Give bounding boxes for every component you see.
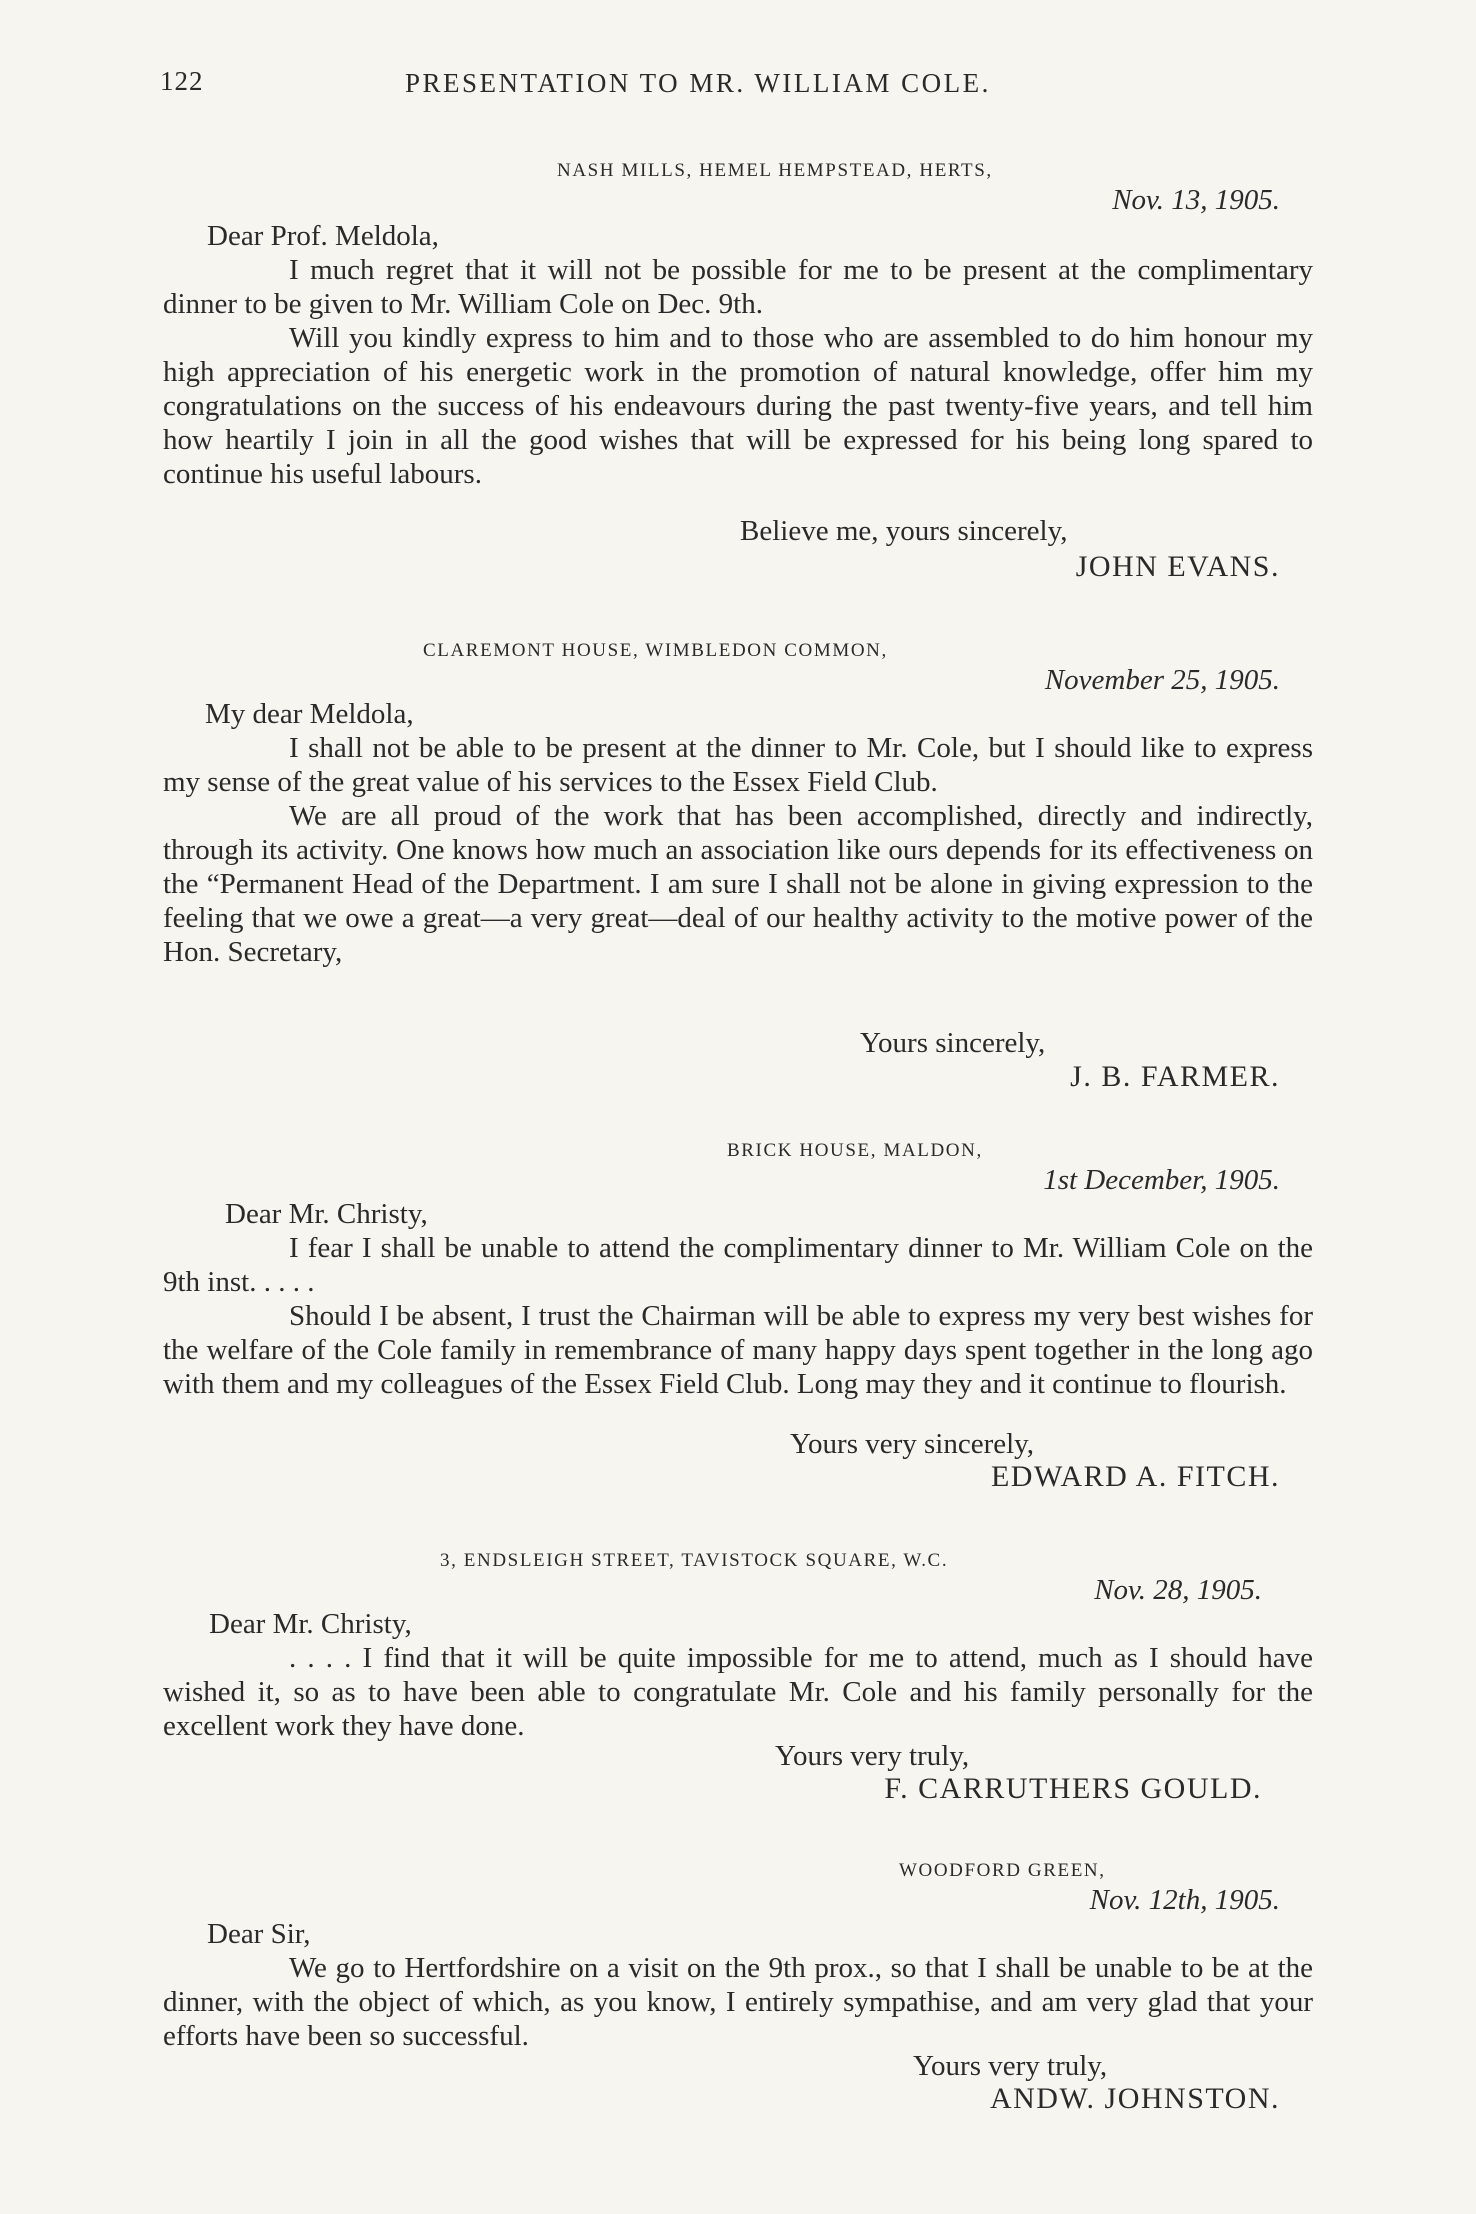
running-title: PRESENTATION TO MR. WILLIAM COLE. <box>405 68 991 98</box>
letter-4-body <box>163 1641 1313 1743</box>
letter-3-paragraph-1: I fear I shall be unable to attend the complimentary dinner to Mr. William Cole on the 9th inst. . . . . <box>163 1232 1313 1298</box>
letter-2-body <box>163 731 1313 969</box>
letter-5-paragraph-1: We go to Hertfordshire on a visit on the 9th prox., so that I shall be unable to be at the dinner, with the object of which, as you know, I entirely sympathise, and am very glad that your efforts have been so successful. <box>163 1952 1313 2052</box>
letter-2-date: November 25, 1905. <box>1044 664 1280 696</box>
letter-5-closing: Yours very truly, <box>913 2050 1108 2082</box>
letter-1-address: NASH MILLS, HEMEL HEMPSTEAD, HERTS, <box>557 160 993 181</box>
letter-2-salutation: My dear Meldola, <box>205 698 414 730</box>
letter-5-address: WOODFORD GREEN, <box>899 1860 1106 1881</box>
letter-5-salutation: Dear Sir, <box>207 1918 311 1950</box>
letter-4-closing: Yours very truly, <box>775 1740 970 1772</box>
letter-2-closing: Yours sincerely, <box>860 1027 1046 1059</box>
letter-1-paragraph-1: I much regret that it will not be possible for me to be present at the complimentary dinner to be given to Mr. William Cole on Dec. 9th. <box>163 254 1313 320</box>
letter-3-body <box>163 1231 1313 1401</box>
letter-1-body <box>163 253 1313 491</box>
letter-3-salutation: Dear Mr. Christy, <box>225 1198 428 1230</box>
letter-1-salutation: Dear Prof. Meldola, <box>207 220 439 252</box>
page-number: 122 <box>160 66 204 96</box>
letter-1-signature: JOHN EVANS. <box>1075 550 1280 583</box>
letter-2-address: CLAREMONT HOUSE, WIMBLEDON COMMON, <box>423 640 888 661</box>
letter-4-paragraph-1: . . . . I find that it will be quite impossible for me to attend, much as I should have wished it, so as to have been able to congratulate Mr. Cole and his family personally for the excellent work they have done. <box>163 1642 1313 1742</box>
letter-2-signature: J. B. FARMER. <box>1070 1060 1280 1093</box>
letter-3-date: 1st December, 1905. <box>1043 1164 1280 1196</box>
letter-1-paragraph-2: Will you kindly express to him and to those who are assembled to do him honour my high appreciation of his energetic work in the promotion of natural knowledge, offer him my congratulations on the success of his endeavours during the past twenty-five years, and tell him how heartily I join in all the good wishes that will be expressed for his being long spared to continue his useful labours. <box>163 322 1313 490</box>
letter-5-signature: ANDW. JOHNSTON. <box>989 2082 1280 2115</box>
letter-5-date: Nov. 12th, 1905. <box>1089 1884 1280 1916</box>
letter-1-date: Nov. 13, 1905. <box>1112 184 1280 216</box>
letter-5-body <box>163 1951 1313 2053</box>
letter-3-signature: EDWARD A. FITCH. <box>990 1460 1280 1493</box>
letter-1-closing: Believe me, yours sincerely, <box>740 515 1068 547</box>
letter-2-paragraph-1: I shall not be able to be present at the dinner to Mr. Cole, but I should like to express my sense of the great value of his services to the Essex Field Club. <box>163 732 1313 798</box>
letter-4-salutation: Dear Mr. Christy, <box>209 1608 412 1640</box>
letter-2-paragraph-2: We are all proud of the work that has been accomplished, directly and indirectly, through its activity. One knows how much an association like ours depends for its effectiveness on the “Permanent Head of the Department. I am sure I shall not be alone in giving expression to the feeling that we owe a great—a very great—deal of our healthy activity to the motive power of the Hon. Secretary, <box>163 800 1313 968</box>
letter-3-paragraph-2: Should I be absent, I trust the Chairman will be able to express my very best wishes for the welfare of the Cole family in remembrance of many happy days spent together in the long ago with them and my colleagues of the Essex Field Club. Long may they and it continue to flourish. <box>163 1300 1313 1400</box>
letter-4-date: Nov. 28, 1905. <box>1094 1574 1262 1606</box>
letter-3-address: BRICK HOUSE, MALDON, <box>727 1140 983 1161</box>
letter-4-signature: F. CARRUTHERS GOULD. <box>884 1772 1262 1805</box>
letter-4-address: 3, ENDSLEIGH STREET, TAVISTOCK SQUARE, W.C. <box>440 1550 949 1571</box>
letter-3-closing: Yours very sincerely, <box>790 1428 1035 1460</box>
